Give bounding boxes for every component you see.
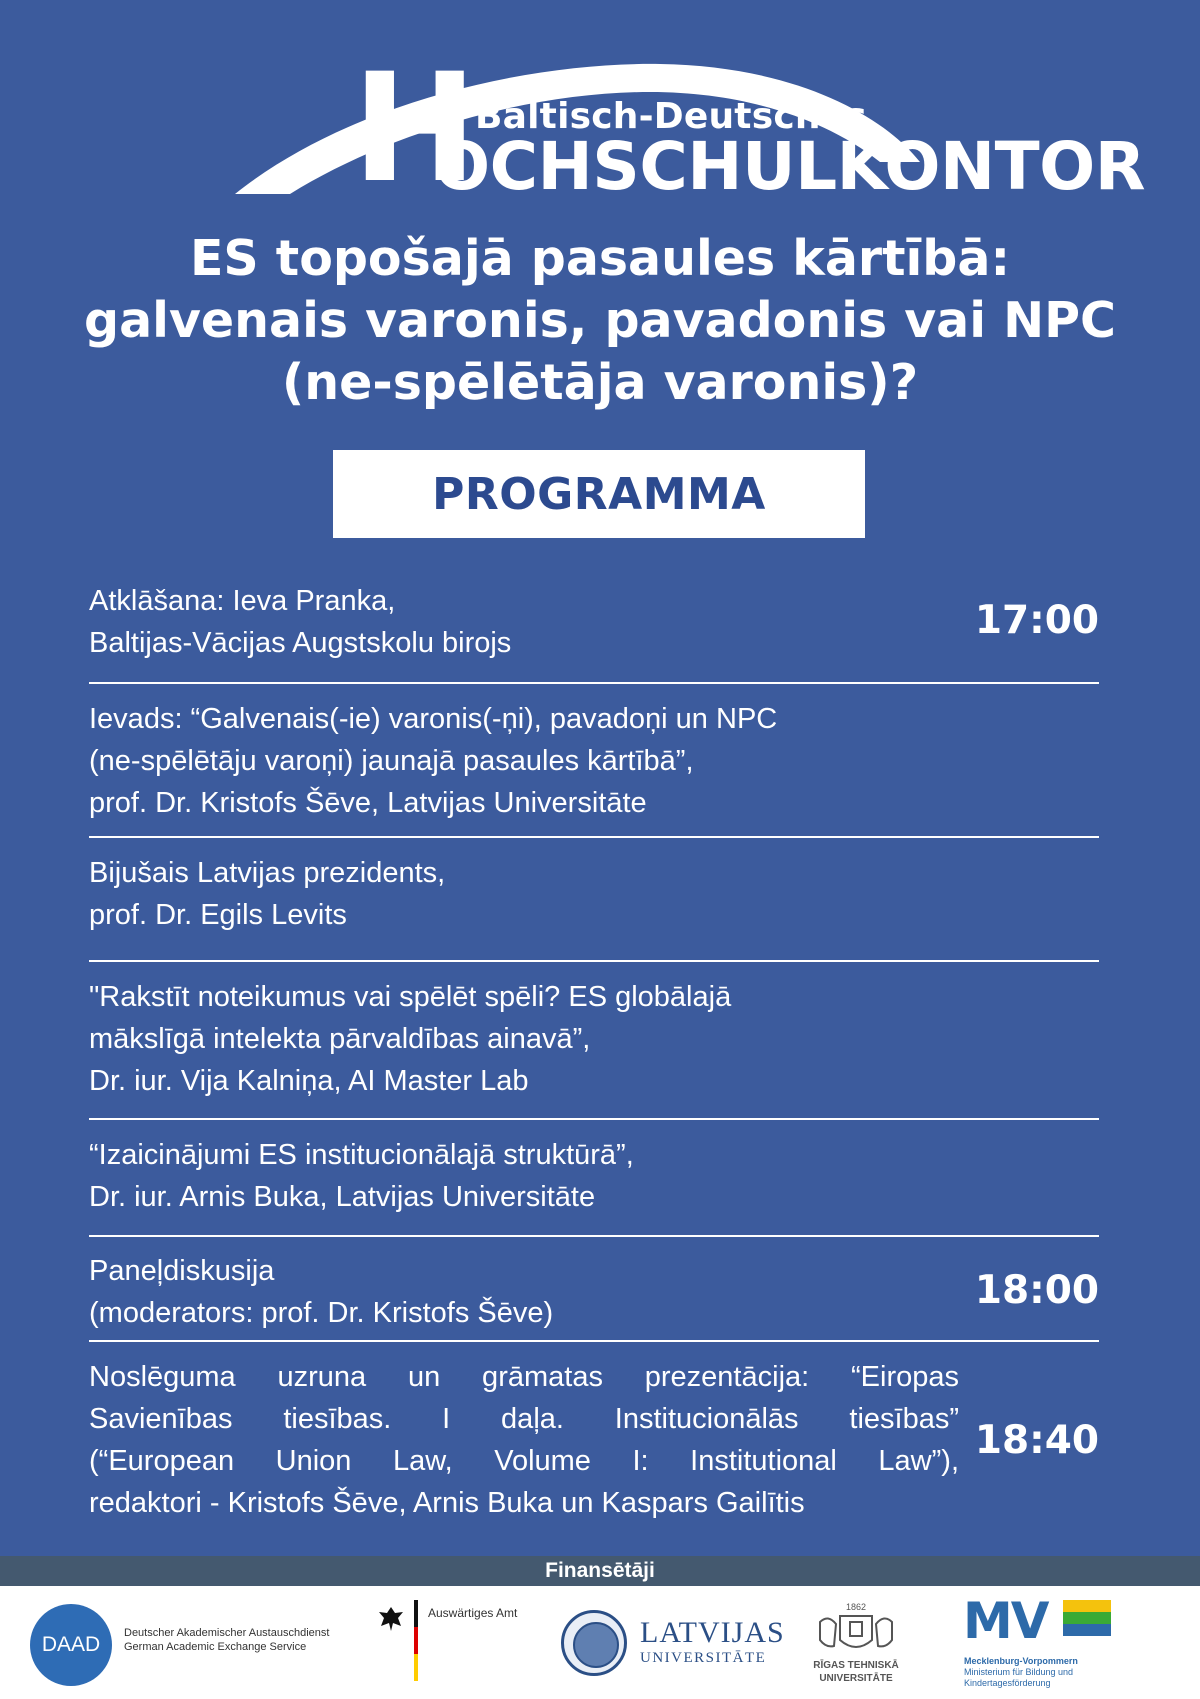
daad-logo-text: DAAD bbox=[41, 1633, 101, 1656]
logo-line-2 bbox=[342, 128, 1146, 205]
title-line: ES topošajā pasaules kārtībā: bbox=[189, 230, 1011, 287]
agenda-item-text bbox=[89, 852, 959, 936]
agenda-line: Dr. iur. Arnis Buka, Latvijas Universitāte bbox=[89, 1181, 596, 1213]
programma-label: PROGRAMMA bbox=[432, 468, 766, 520]
lu-line-2: UNIVERSITĀTE bbox=[640, 1650, 767, 1666]
divider bbox=[89, 836, 1099, 838]
daad-line-1: Deutscher Akademischer Austauschdienst bbox=[124, 1627, 330, 1639]
agenda-line: Dr. iur. Vija Kalniņa, AI Master Lab bbox=[89, 1065, 529, 1097]
agenda-item-text bbox=[89, 1250, 959, 1334]
logo-line-2-text: OCHSCHULKONTOR bbox=[434, 128, 1146, 205]
agenda-item-text bbox=[89, 698, 959, 824]
agenda-item bbox=[89, 1250, 1099, 1334]
event-title bbox=[60, 228, 1140, 414]
title-line: galvenais varonis, pavadonis vai NPC bbox=[84, 292, 1116, 349]
rtu-year: 1862 bbox=[845, 1602, 867, 1612]
agenda-line: mākslīgā intelekta pārvaldības ainavā”, bbox=[89, 1023, 591, 1055]
agenda-item bbox=[89, 1134, 1099, 1218]
agenda-item-text bbox=[89, 976, 959, 1102]
agenda-item bbox=[89, 580, 1099, 664]
agenda-item-text bbox=[89, 1134, 959, 1218]
agenda-line: “Izaicinājumi ES institucionālajā struktūrā”, bbox=[89, 1139, 634, 1171]
title-line: (ne-spēlētāja varonis)? bbox=[281, 354, 919, 411]
agenda-line: Atklāšana: Ieva Pranka, bbox=[89, 585, 396, 617]
agenda-line: Baltijas-Vācijas Augstskolu birojs bbox=[89, 627, 512, 659]
agenda-line: "Rakstīt noteikumus vai spēlēt spēli? ES globālajā bbox=[89, 981, 732, 1013]
agenda-line: Bijušais Latvijas prezidents, bbox=[89, 857, 446, 889]
agenda-line: Savienības tiesības. I daļa. Institucionālās tiesības” bbox=[89, 1403, 959, 1435]
agenda-line: redaktori - Kristofs Šēve, Arnis Buka un Kaspars Gailītis bbox=[89, 1487, 805, 1519]
mv-name bbox=[964, 1656, 1078, 1689]
daad-name bbox=[124, 1626, 329, 1654]
sponsor-logos bbox=[0, 1586, 1200, 1699]
daad-line-2: German Academic Exchange Service bbox=[124, 1641, 307, 1653]
lu-line-1: LATVIJAS bbox=[640, 1616, 785, 1649]
agenda-item bbox=[89, 698, 1099, 824]
agenda-item-text bbox=[89, 1356, 959, 1524]
lu-name bbox=[640, 1616, 785, 1667]
agenda-time: 18:00 bbox=[974, 1268, 1099, 1313]
lu-seal-icon bbox=[561, 1610, 627, 1676]
divider bbox=[89, 682, 1099, 684]
agenda-time: 18:40 bbox=[974, 1418, 1099, 1463]
programma-box bbox=[333, 450, 865, 538]
mv-flag-icon bbox=[1063, 1600, 1111, 1636]
agenda-line: Ievads: “Galvenais(-ie) varonis(-ņi), pavadoņi un NPC bbox=[89, 703, 778, 735]
divider bbox=[89, 1118, 1099, 1120]
hochschulkontor-logo bbox=[230, 42, 1146, 216]
agenda-line: (moderators: prof. Dr. Kristofs Šēve) bbox=[89, 1297, 554, 1329]
rtu-line-1: RĪGAS TEHNISKĀ bbox=[813, 1660, 899, 1671]
logo-line-1: Baltisch-Deutsches bbox=[475, 96, 867, 137]
agenda-line: prof. Dr. Egils Levits bbox=[89, 899, 347, 931]
divider bbox=[89, 1340, 1099, 1342]
agenda-line: (ne-spēlētāju varoņi) jaunajā pasaules kārtībā”, bbox=[89, 745, 694, 777]
rtu-line-2: UNIVERSITĀTE bbox=[819, 1673, 893, 1684]
german-flag-bar bbox=[414, 1600, 418, 1682]
agenda-item bbox=[89, 976, 1099, 1102]
mv-line-2: Ministerium für Bildung und bbox=[964, 1667, 1074, 1677]
divider bbox=[89, 960, 1099, 962]
agenda-time: 17:00 bbox=[974, 598, 1099, 643]
agenda-item-text bbox=[89, 580, 959, 664]
divider bbox=[89, 1235, 1099, 1237]
rtu-crest-icon bbox=[810, 1600, 902, 1658]
agenda-line: Paneļdiskusija bbox=[89, 1255, 275, 1287]
agenda-line: (“European Union Law, Volume I: Institutional Law”), bbox=[89, 1445, 959, 1477]
agenda-item bbox=[89, 1356, 1099, 1524]
eagle-icon bbox=[376, 1604, 406, 1634]
logo-big-letter: H bbox=[352, 42, 478, 216]
funders-bar bbox=[0, 1556, 1200, 1586]
mv-logo-letters: MV bbox=[963, 1592, 1048, 1650]
auswaertiges-amt-name: Auswärtiges Amt bbox=[428, 1606, 518, 1620]
agenda-item bbox=[89, 852, 1099, 936]
agenda-line: Noslēguma uzruna un grāmatas prezentācija: “Eiropas bbox=[89, 1361, 959, 1393]
rtu-name bbox=[800, 1659, 912, 1685]
agenda-line: prof. Dr. Kristofs Šēve, Latvijas Universitāte bbox=[89, 787, 647, 819]
daad-logo bbox=[30, 1604, 112, 1686]
mv-line-1: Mecklenburg-Vorpommern bbox=[964, 1656, 1078, 1666]
mv-line-3: Kindertagesförderung bbox=[964, 1678, 1051, 1688]
funders-label: Finansētāji bbox=[545, 1559, 655, 1582]
